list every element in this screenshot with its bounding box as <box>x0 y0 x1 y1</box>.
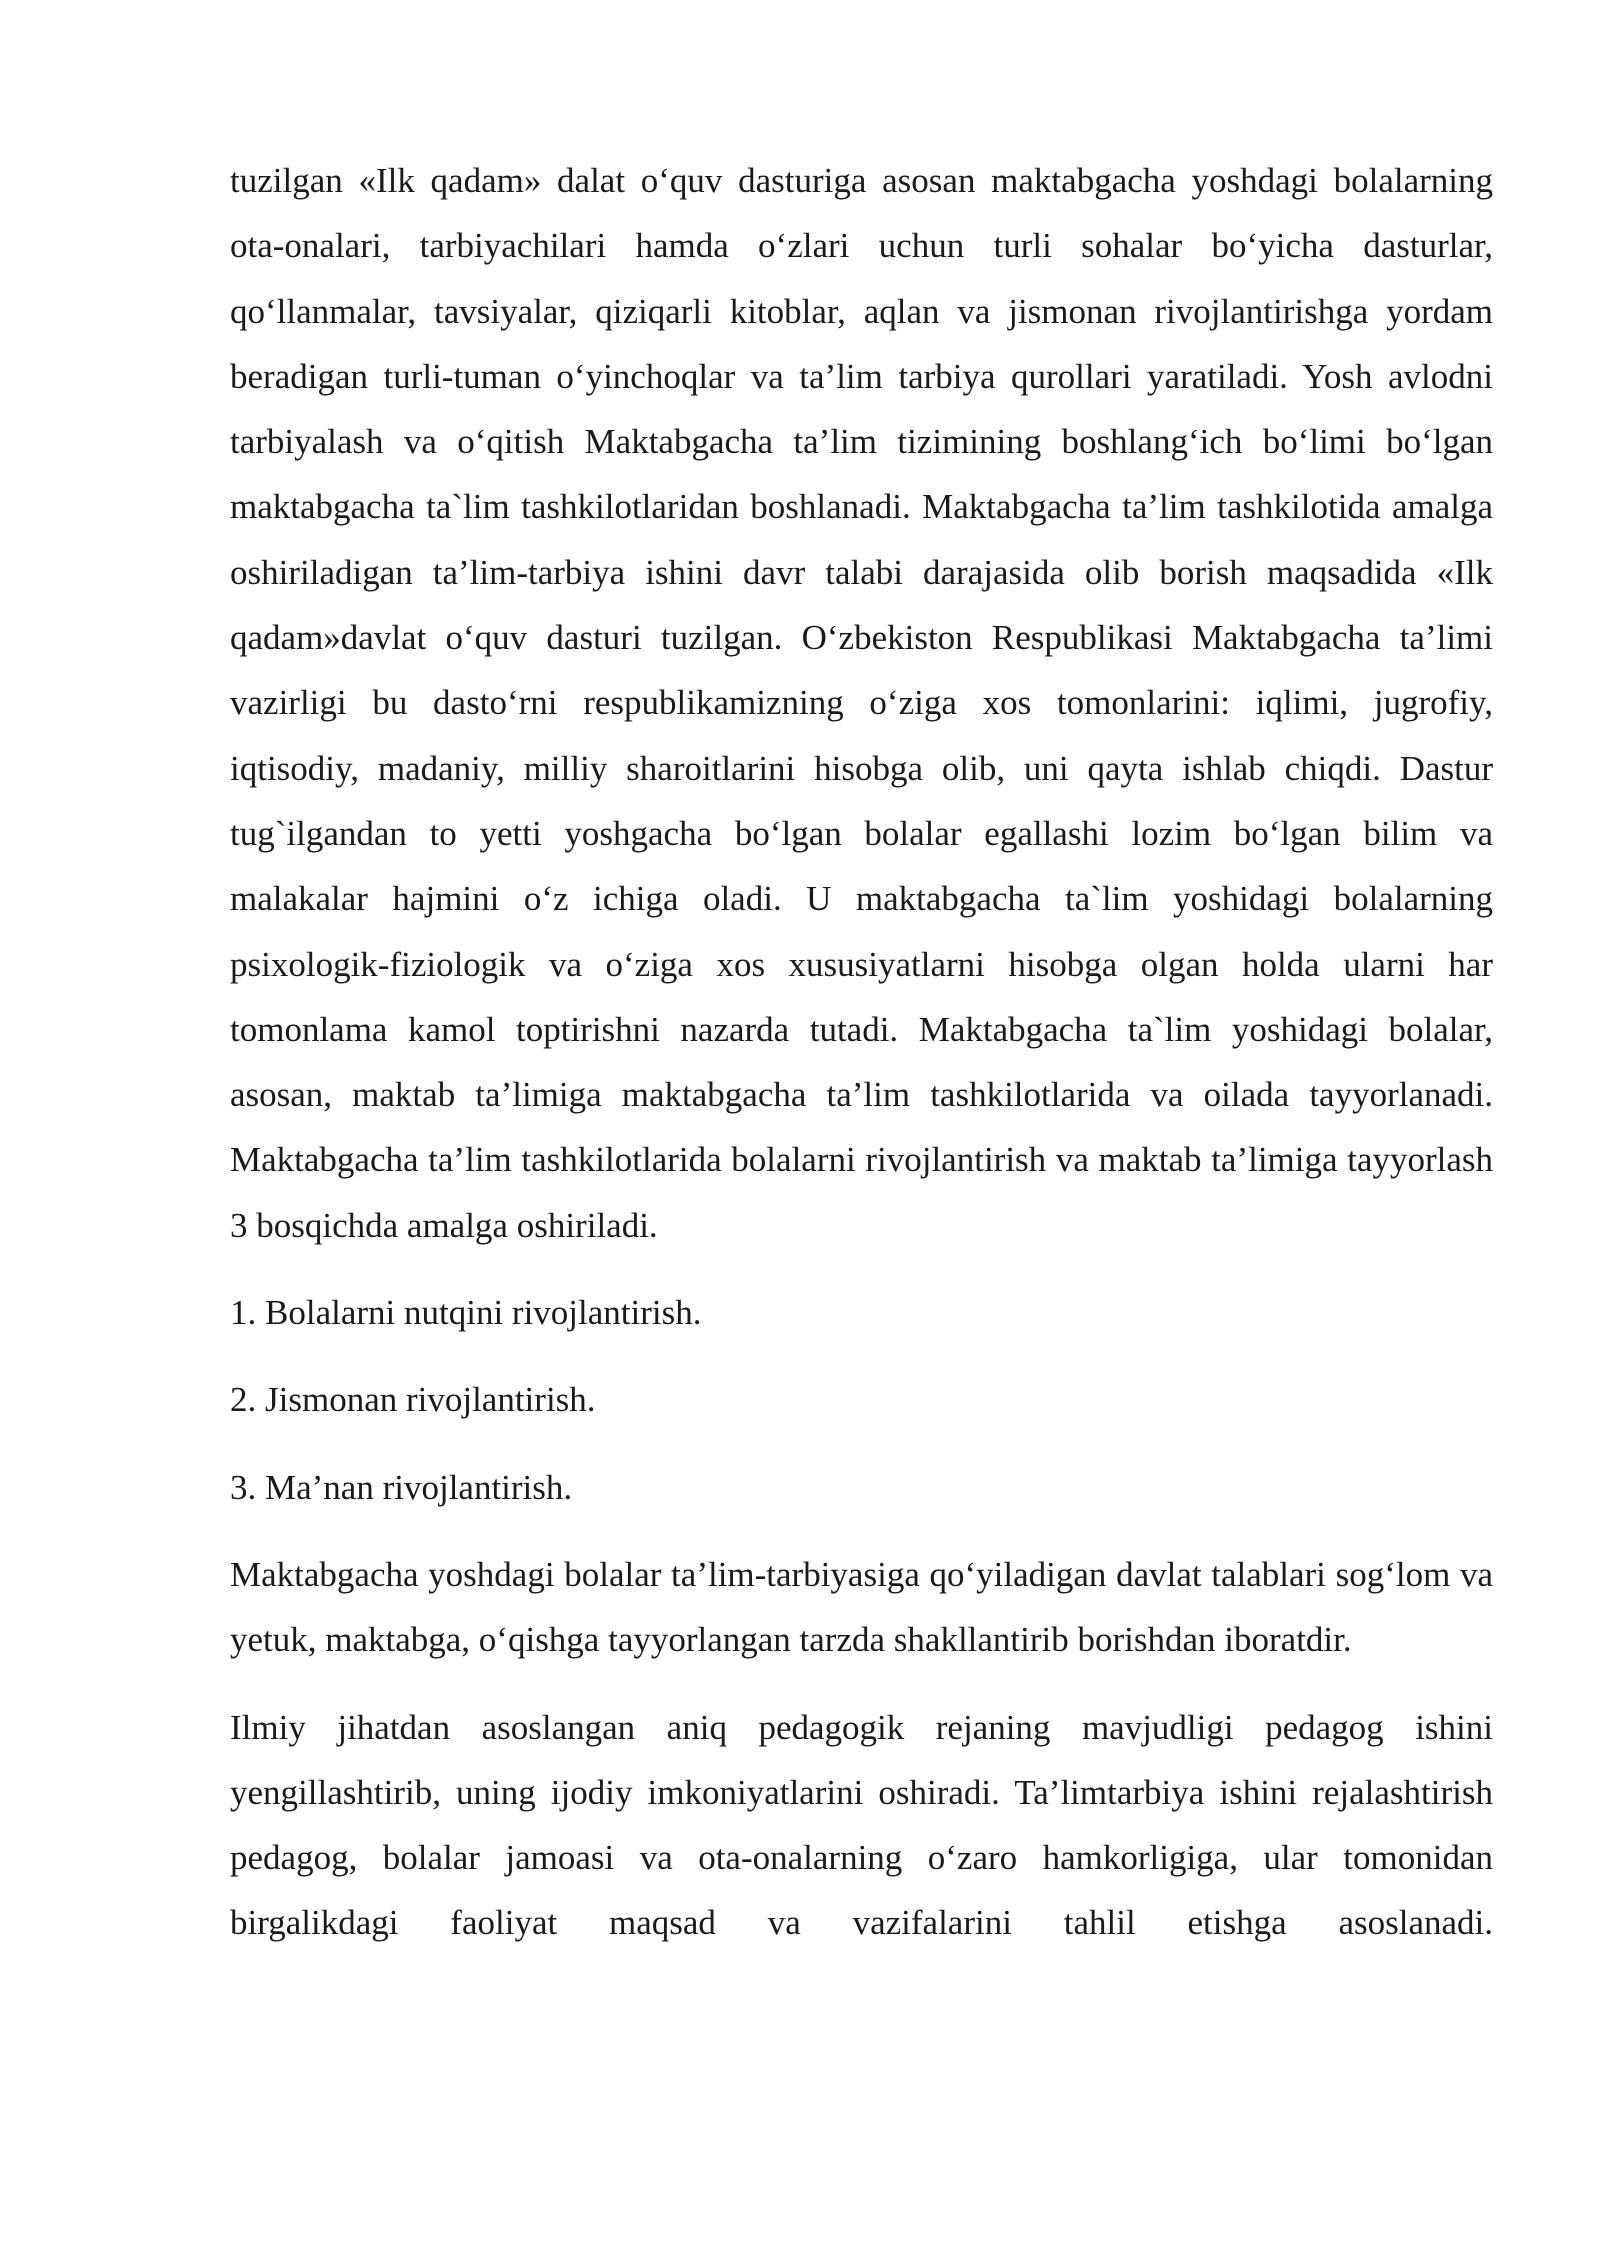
paragraph-spacer <box>230 1345 1493 1367</box>
list-item-physical-development: 2. Jismonan rivojlantirish. <box>230 1380 596 1420</box>
document-body <box>230 148 1493 1956</box>
list-item-speech-development: 1. Bolalarni nutqini rivojlantirish. <box>230 1293 702 1333</box>
list-item-moral-development: 3. Ma’nan rivojlantirish. <box>230 1467 573 1507</box>
paragraph-spacer <box>230 1258 1493 1280</box>
paragraph-spacer <box>230 1520 1493 1542</box>
paragraph-planning: Ilmiy jihatdan asoslangan aniq pedagogik rejaning mavjudligi pedagog ishini yengillashtirib, uning ijodiy imkoniyatlarini oshiradi. Ta’limtarbiya ishini rejalashtirish pedagog, bolalar jamoasi va ota-onalarning o‘zaro hamkorligiga, ular tomonidan birgalikdagi faoliyat maqsad va vazifalarini tahlil etishga asoslanadi. <box>230 1707 1493 1943</box>
paragraph-main-text: tuzilgan «Ilk qadam» dalat o‘quv dasturiga asosan maktabgacha yoshdagi bolalarning ota-onalari, tarbiyachilari hamda o‘zlari uchun turli sohalar bo‘yicha dasturlar, qo‘llanmalar, tavsiyalar, qiziqarli kitoblar, aqlan va jismonan rivojlantirishga yordam beradigan turli-tuman o‘yinchoqlar va ta’lim tarbiya qurollari yaratiladi. Yosh avlodni tarbiyalash va o‘qitish Maktabgacha ta’lim tizimining boshlang‘ich bo‘limi bo‘lgan maktabgacha ta`lim tashkilotlaridan boshlanadi. Maktabgacha ta’lim tashkilotida amalga oshiriladigan ta’lim-tarbiya ishini davr talabi darajasida olib borish maqsadida «Ilk qadam»davlat o‘quv dasturi tuzilgan. O‘zbekiston Respublikasi Maktabgacha ta’limi vazirligi bu dasto‘rni respublikamizning o‘ziga xos tomonlarini: iqlimi, jugrofiy, iqtisodiy, madaniy, milliy sharoitlarini hisobga olib, uni qayta ishlab chiqdi. Dastur tug`ilgandan to yetti yoshgacha bo‘lgan bolalar egallashi lozim bo‘lgan bilim va malakalar hajmini o‘z ichiga oladi. U maktabgacha ta`lim yoshidagi bolalarning psixologik-fiziologik va o‘ziga xos xususiyatlarni hisobga olgan holda ularni har tomonlama kamol toptirishni nazarda tutadi. Maktabgacha ta`lim yoshidagi bolalar, asosan, maktab ta’limiga maktabgacha ta’lim tashkilotlarida va oilada tayyorlanadi. Maktabgacha ta’lim tashkilotlarida bolalarni rivojlantirish va maktab ta’limiga tayyorlash 3 bosqichda amalga oshiriladi. <box>230 161 1493 1245</box>
paragraph-state-requirements: Maktabgacha yoshdagi bolalar ta’lim-tarbiyasiga qo‘yiladigan davlat talablari sog‘lom va yetuk, maktabga, o‘qishga tayyorlangan tarzda shakllantirib borishdan iboratdir. <box>230 1554 1493 1660</box>
paragraph-spacer <box>230 1673 1493 1695</box>
paragraph-spacer <box>230 1433 1493 1455</box>
